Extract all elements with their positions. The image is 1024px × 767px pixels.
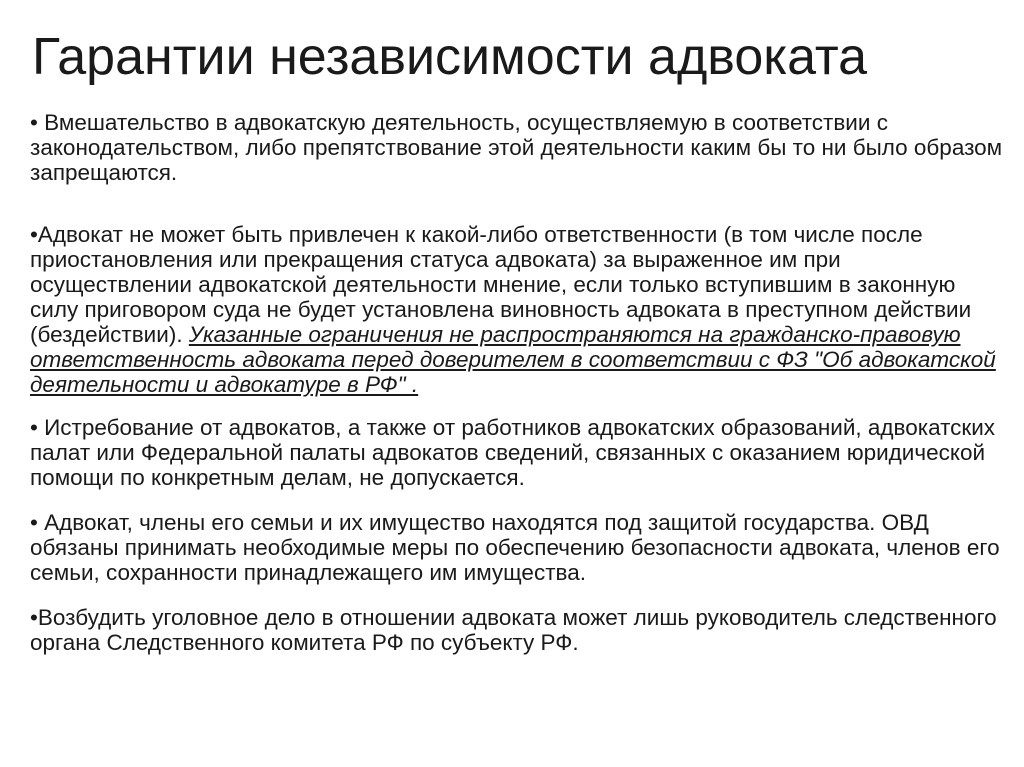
paragraph-text: • Истребование от адвокатов, а также от работников адвокатских образований, адвокатских палат или Федеральной палаты адвокатов сведений, связанных с оказанием юридической помощи по конкретным делам, не допускается.: [30, 415, 996, 490]
paragraph-emphasis-civil-liability: Указанные ограничения не распространяются на гражданско-правовую ответственность адвоката перед доверителем в соответствии с ФЗ "Об адвокатской деятельности и адвокатуре в РФ" .: [30, 322, 996, 397]
paragraph-interference-prohibited: [30, 110, 1005, 185]
paragraph-text: •Адвокат не может быть привлечен к какой-либо ответственности (в том числе после приостановления или прекращения статуса адвоката) за выраженное им при осуществлении адвокатской деятельности мнение, если только вступившим в законную силу приговором суда не будет установлена виновность адвоката в преступном действии (бездействии).: [30, 222, 972, 347]
paragraph-state-protection: [30, 510, 1005, 585]
paragraph-information-request: [30, 415, 1005, 490]
paragraph-text: •Возбудить уголовное дело в отношении адвоката может лишь руководитель следственного органа Следственного комитета РФ по субъекту РФ.: [30, 605, 997, 655]
paragraph-opinion-immunity: [30, 222, 1005, 397]
slide-content: [30, 110, 1005, 655]
paragraph-text: • Вмешательство в адвокатскую деятельность, осуществляемую в соответствии с законодательством, либо препятствование этой деятельности каким бы то ни было образом запрещаются.: [30, 110, 1003, 185]
slide-title: Гарантии независимости адвоката: [32, 28, 868, 86]
paragraph-criminal-case: [30, 605, 1005, 655]
paragraph-text: • Адвокат, члены его семьи и их имущество находятся под защитой государства. ОВД обязаны принимать необходимые меры по обеспечению безопасности адвоката, членов его семьи, сохранности принадлежащего им имущества.: [30, 510, 1000, 585]
